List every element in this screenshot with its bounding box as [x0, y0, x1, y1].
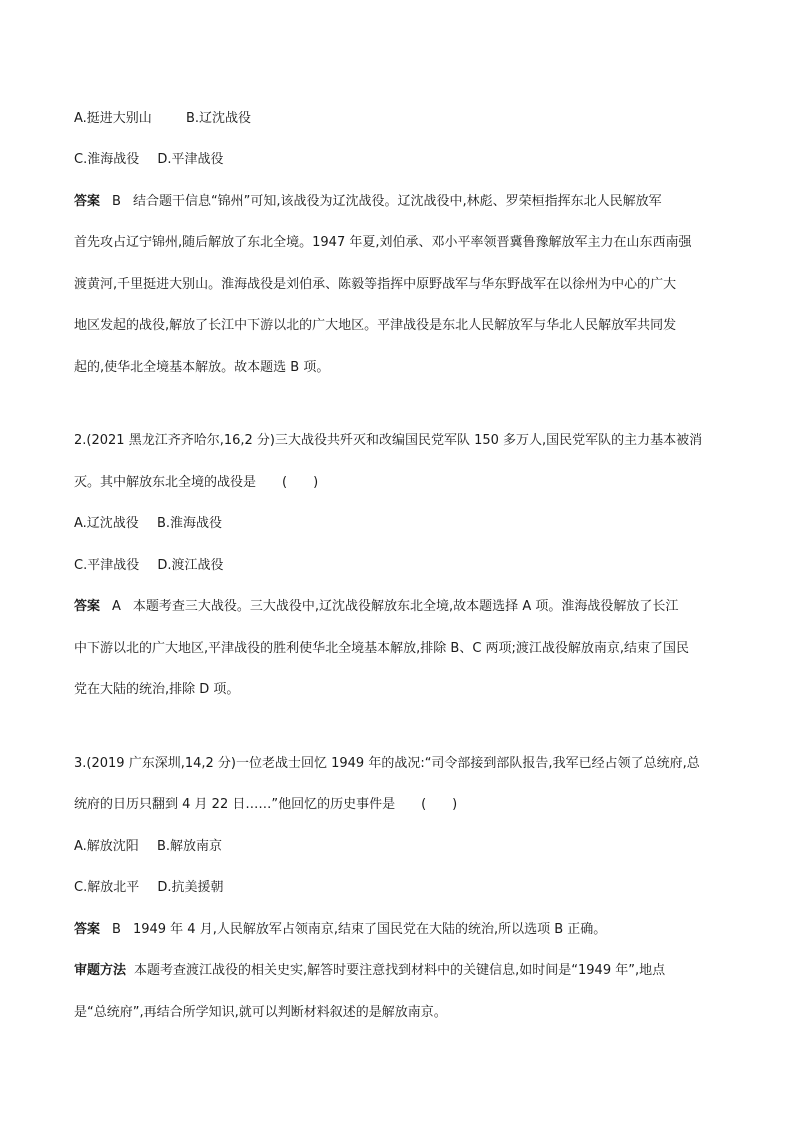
q1-option-d: D.平津战役: [157, 152, 224, 167]
q3-option-b: B.解放南京: [156, 839, 223, 854]
q2-options-row-1: [74, 516, 722, 532]
q1-option-a: A.挺进大别山: [74, 111, 152, 126]
q1-explanation-line: 结合题干信息“锦州”可知,该战役为辽沈战役。辽沈战役中,林彪、罗荣桓指挥东北人民解放军: [132, 194, 662, 209]
q1-explanation-line: 起的,使华北全境基本解放。故本题选 B 项。: [74, 360, 330, 375]
q1-option-b: B.辽沈战役: [185, 111, 252, 126]
q2-answer-letter: A: [112, 599, 121, 614]
q1-options-row-2: [74, 152, 722, 168]
q3-stem-line: 3.(2019 广东深圳,14,2 分)一位老战士回忆 1949 年的战况:“司令部接到部队报告,我军已经占领了总统府,总: [74, 756, 700, 771]
q1-option-c: C.淮海战役: [74, 152, 140, 167]
q1-answer-label: 答案: [74, 194, 101, 209]
q3-option-d: D.抗美援朝: [157, 880, 224, 895]
q2-explanation-line: 党在大陆的统治,排除 D 项。: [74, 682, 240, 697]
q3-stem-line: 统府的日历只翻到 4 月 22 日……”他回忆的历史事件是 ( ): [74, 797, 458, 812]
q2-option-a: A.辽沈战役: [74, 516, 139, 531]
q3-method-line: 本题考查渡江战役的相关史实,解答时要注意找到材料中的关键信息,如时间是“1949 年”,地点: [134, 963, 666, 978]
q2-stem-line: 灭。其中解放东北全境的战役是 ( ): [74, 475, 319, 490]
q2-option-b: B.淮海战役: [156, 516, 223, 531]
q1-answer-line-1: [74, 194, 722, 210]
q2-option-d: D.渡江战役: [157, 558, 224, 573]
q2-answer-line-1: [74, 599, 722, 615]
q1-explanation-line: 首先攻占辽宁锦州,随后解放了东北全境。1947 年夏,刘伯承、邓小平率领晋冀鲁豫解放军主力在山东西南强: [74, 235, 692, 250]
q3-method-line-1: [74, 963, 722, 979]
q2-stem-line: 2.(2021 黑龙江齐齐哈尔,16,2 分)三大战役共歼灭和改编国民党军队 150 多万人,国民党军队的主力基本被消: [74, 433, 703, 448]
q2-option-c: C.平津战役: [74, 558, 140, 573]
q3-answer-letter: B: [112, 922, 121, 937]
q3-option-a: A.解放沈阳: [74, 839, 139, 854]
q2-explanation-line: 本题考查三大战役。三大战役中,辽沈战役解放东北全境,故本题选择 A 项。淮海战役解放了长江: [132, 599, 679, 614]
q3-answer-text: 1949 年 4 月,人民解放军占领南京,结束了国民党在大陆的统治,所以选项 B 正确。: [132, 922, 607, 937]
q3-options-row-2: [74, 880, 722, 896]
q1-answer-letter: B: [112, 194, 121, 209]
q2-answer-label: 答案: [74, 599, 101, 614]
q3-method-line: 是“总统府”,再结合所学知识,就可以判断材料叙述的是解放南京。: [74, 1005, 447, 1020]
q3-answer-line: [74, 922, 722, 938]
q1-options-row-1: [74, 111, 722, 127]
q1-explanation-line: 地区发起的战役,解放了长江中下游以北的广大地区。平津战役是东北人民解放军与华北人民解放军共同发: [74, 318, 677, 333]
q3-option-c: C.解放北平: [74, 880, 140, 895]
q3-method-label: 审题方法: [74, 963, 127, 978]
q3-options-row-1: [74, 839, 722, 855]
q2-explanation-line: 中下游以北的广大地区,平津战役的胜利使华北全境基本解放,排除 B、C 两项;渡江战役解放南京,结束了国民: [74, 641, 690, 656]
q3-answer-label: 答案: [74, 922, 101, 937]
q2-options-row-2: [74, 558, 722, 574]
q1-explanation-line: 渡黄河,千里挺进大别山。淮海战役是刘伯承、陈毅等指挥中原野战军与华东野战军在以徐州为中心的广大: [74, 277, 677, 292]
